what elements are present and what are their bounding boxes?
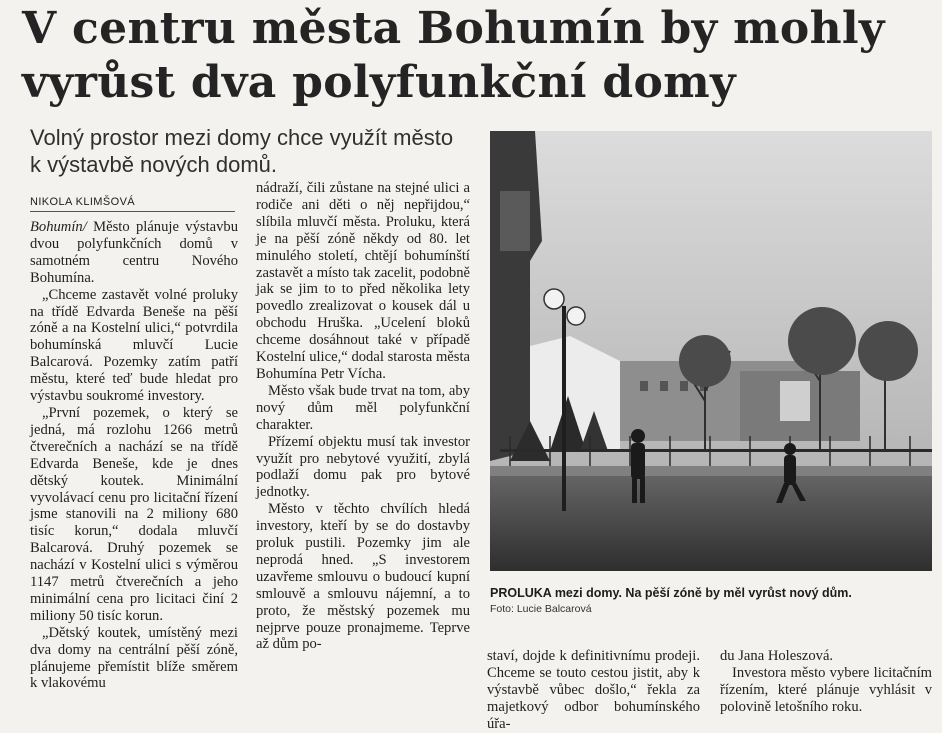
article-column-3 <box>487 648 700 733</box>
photo-credit: Foto: Lucie Balcarová <box>490 603 592 615</box>
dateline: Bohumín/ <box>30 219 87 235</box>
byline: NIKOLA KLIMŠOVÁ <box>30 196 235 212</box>
paragraph: „Dětský koutek, umístěný mezi dva domy na centrální pěší zóně, plánujeme přemístit blíže směrem k vlakovému <box>30 624 238 692</box>
paragraph: staví, dojde k definitivnímu prodeji. Chceme se touto cestou jistit, aby k výstavbě vůbec došlo,“ řekla za majetkový odbor bohumínského úřa- <box>487 648 700 732</box>
article-column-2 <box>256 180 470 653</box>
paragraph: „Chceme zastavět volné proluky na třídě Edvarda Beneše na pěší zóně a na Kostelní ulici,“ potvrdila bohumínská mluvčí Lucie Balcarová. Pozemky zatím patří městu, které teď bude hledat pro výstavbu soukromé investory. <box>30 286 238 405</box>
paragraph: Investora město vybere licitačním řízením, které plánuje vyhlásit v polovině letošního roku. <box>720 664 932 715</box>
street-photo <box>490 131 932 571</box>
article-column-1 <box>30 219 238 692</box>
article-column-4 <box>720 648 932 716</box>
paragraph: Město v těchto chvílích hledá investory, kteří by se do dostavby proluk pustili. Pozemky jim ale neprodá hned. „S investorem uzavřeme smlouvu o budoucí kupní smlouvě a smlouvu nájemní, a to proto, že městský pozemek mu nejprve pouze pronajmeme. Teprve až dům po- <box>256 501 470 653</box>
paragraph <box>30 219 238 287</box>
photo-caption: PROLUKA mezi domy. Na pěší zóně by měl vyrůst nový dům. <box>490 586 852 600</box>
paragraph: Přízemí objektu musí tak investor využít pro nebytové využití, zbylá podlaží domu pak pro bytové jednotky. <box>256 433 470 501</box>
paragraph: „První pozemek, o který se jedná, má rozlohu 1266 metrů čtverečních a nachází se na třídě Edvarda Beneše, kde je dnes dětský koutek. Minimální vyvolávací cenu pro licitační řízení jsme stanovili na 2 miliony 680 tisíc korun,“ dodala mluvčí Balcarová. Druhý pozemek se nachází v Kostelní ulici s výměrou 1147 metrů čtverečních a jeho minimální cena pro licitaci činí 2 miliony 50 tisíc korun. <box>30 404 238 624</box>
paragraph: Město však bude trvat na tom, aby nový dům měl polyfunkční charakter. <box>256 382 470 433</box>
paragraph-text: Město plánuje výstavbu dvou polyfunkčních domů v samotném centru Nového Bohumína. <box>30 219 238 286</box>
headline: V centru města Bohumín by mohly vyrůst dva polyfunkční domy <box>22 3 885 108</box>
paragraph: du Jana Holeszová. <box>720 648 834 664</box>
paragraph: nádraží, čili zůstane na stejné ulici a rodiče ani děti o něj nepřijdou,“ slíbila mluvčí města. Proluku, která je na pěší zóně někdy od 80. let minulého století, chtějí bohumínští zastavět a místo tak zacelit, podobně jak se jim to to před několika lety povedlo zrealizovat o kousek dál u obchodu Hruška. „Ucelení bloků chceme dosáhnout také v případě Kostelní ulice,“ dodal starosta města Bohumína Petr Vícha. <box>256 180 470 382</box>
subheadline: Volný prostor mezi domy chce využít město k výstavbě nových domů. <box>30 125 454 177</box>
